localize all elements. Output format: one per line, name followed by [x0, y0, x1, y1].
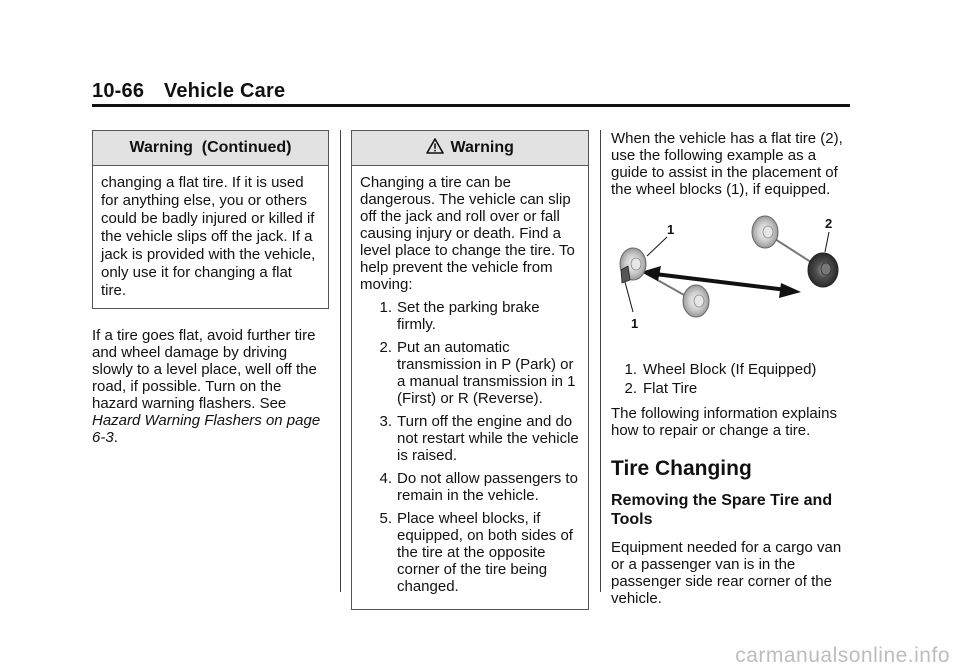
list-item: 1. Wheel Block (If Equipped): [624, 361, 817, 378]
flat-tire-text: If a tire goes flat, avoid further tire and wheel damage by driving slowly to a level place, well off the road, if possible. Turn on the hazard warning flashers. See: [92, 327, 317, 412]
warning-triangle-icon: [426, 138, 444, 154]
warning-continued-body: [93, 166, 328, 308]
list-item: 3. Turn off the engine and do not restart while the vehicle is raised.: [379, 413, 579, 464]
rear-left-tire: [752, 216, 778, 248]
warning-header: [352, 131, 588, 166]
right-column: [611, 130, 851, 607]
callout-leader-line: [625, 282, 633, 312]
warning-continued-box: [92, 130, 329, 309]
warning-box: [351, 130, 589, 610]
callout-label: 2: [825, 216, 833, 231]
left-column: [92, 130, 329, 446]
removing-spare-heading: Removing the Spare Tire and Tools: [611, 492, 833, 528]
front-right-tire: [683, 285, 709, 317]
warning-title: Warning: [450, 139, 514, 156]
info-paragraph: The following information explains how to repair or change a tire.: [611, 405, 837, 439]
list-item: 2. Put an automatic transmission in P (Park) or a manual transmission in 1 (First) or R (Reverse).: [379, 339, 576, 407]
watermark: carmanualsonline.info: [735, 644, 950, 667]
flat-tire-paragraph: [92, 327, 329, 446]
list-item: 5. Place wheel blocks, if equipped, on both sides of the tire at the opposite corner of the tire being changed.: [379, 510, 573, 595]
arrow-shaft: [655, 274, 787, 290]
section-title: Vehicle Care: [163, 80, 286, 102]
warning-continued-text: changing a flat tire. If it is used for anything else, you or others could be badly injured or killed if the vehicle slips off the jack. If a jack is provided with the vehicle, only use it for changing a flat tire.: [101, 174, 316, 299]
column-divider-left: [340, 130, 341, 592]
hazard-flashers-reference[interactable]: Hazard Warning Flashers on page 6-3: [92, 412, 321, 446]
warning-continued-title: Warning (Continued): [93, 131, 328, 166]
warning-steps: [360, 299, 581, 595]
flat-tire-end: .: [113, 429, 118, 446]
callout-label: 1: [667, 222, 675, 237]
callout-leader-line: [647, 237, 667, 256]
warning-body: [352, 166, 588, 609]
callout-label: 1: [631, 316, 639, 331]
header-rule: [92, 104, 850, 107]
middle-column: [351, 130, 589, 610]
page-number: 10-66: [92, 80, 145, 102]
list-item: 4. Do not allow passengers to remain in the vehicle.: [379, 470, 578, 504]
warning-intro: Changing a tire can be dangerous. The vehicle can slip off the jack and roll over or fall causing injury or death. Find a level place to change the tire. To help prevent the vehicle from moving:: [360, 174, 575, 293]
equipment-paragraph: Equipment needed for a cargo van or a passenger van is in the passenger side rear corner of the vehicle.: [611, 539, 842, 607]
flat-tire-guide-paragraph: When the vehicle has a flat tire (2), use the following example as a guide to assist in the placement of the wheel blocks (1), if equipped.: [611, 130, 843, 198]
flat-tire: [808, 253, 838, 287]
tire-changing-heading: Tire Changing: [611, 457, 752, 480]
callout-leader-line: [825, 232, 829, 252]
page-header: [92, 80, 285, 103]
wheel-block-diagram: [611, 212, 851, 347]
column-divider-right: [600, 130, 601, 592]
figure-legend: [611, 361, 851, 397]
list-item: 2. Flat Tire: [624, 380, 698, 397]
arrow-head-right: [779, 283, 801, 298]
list-item: 1. Set the parking brake firmly.: [379, 299, 540, 333]
